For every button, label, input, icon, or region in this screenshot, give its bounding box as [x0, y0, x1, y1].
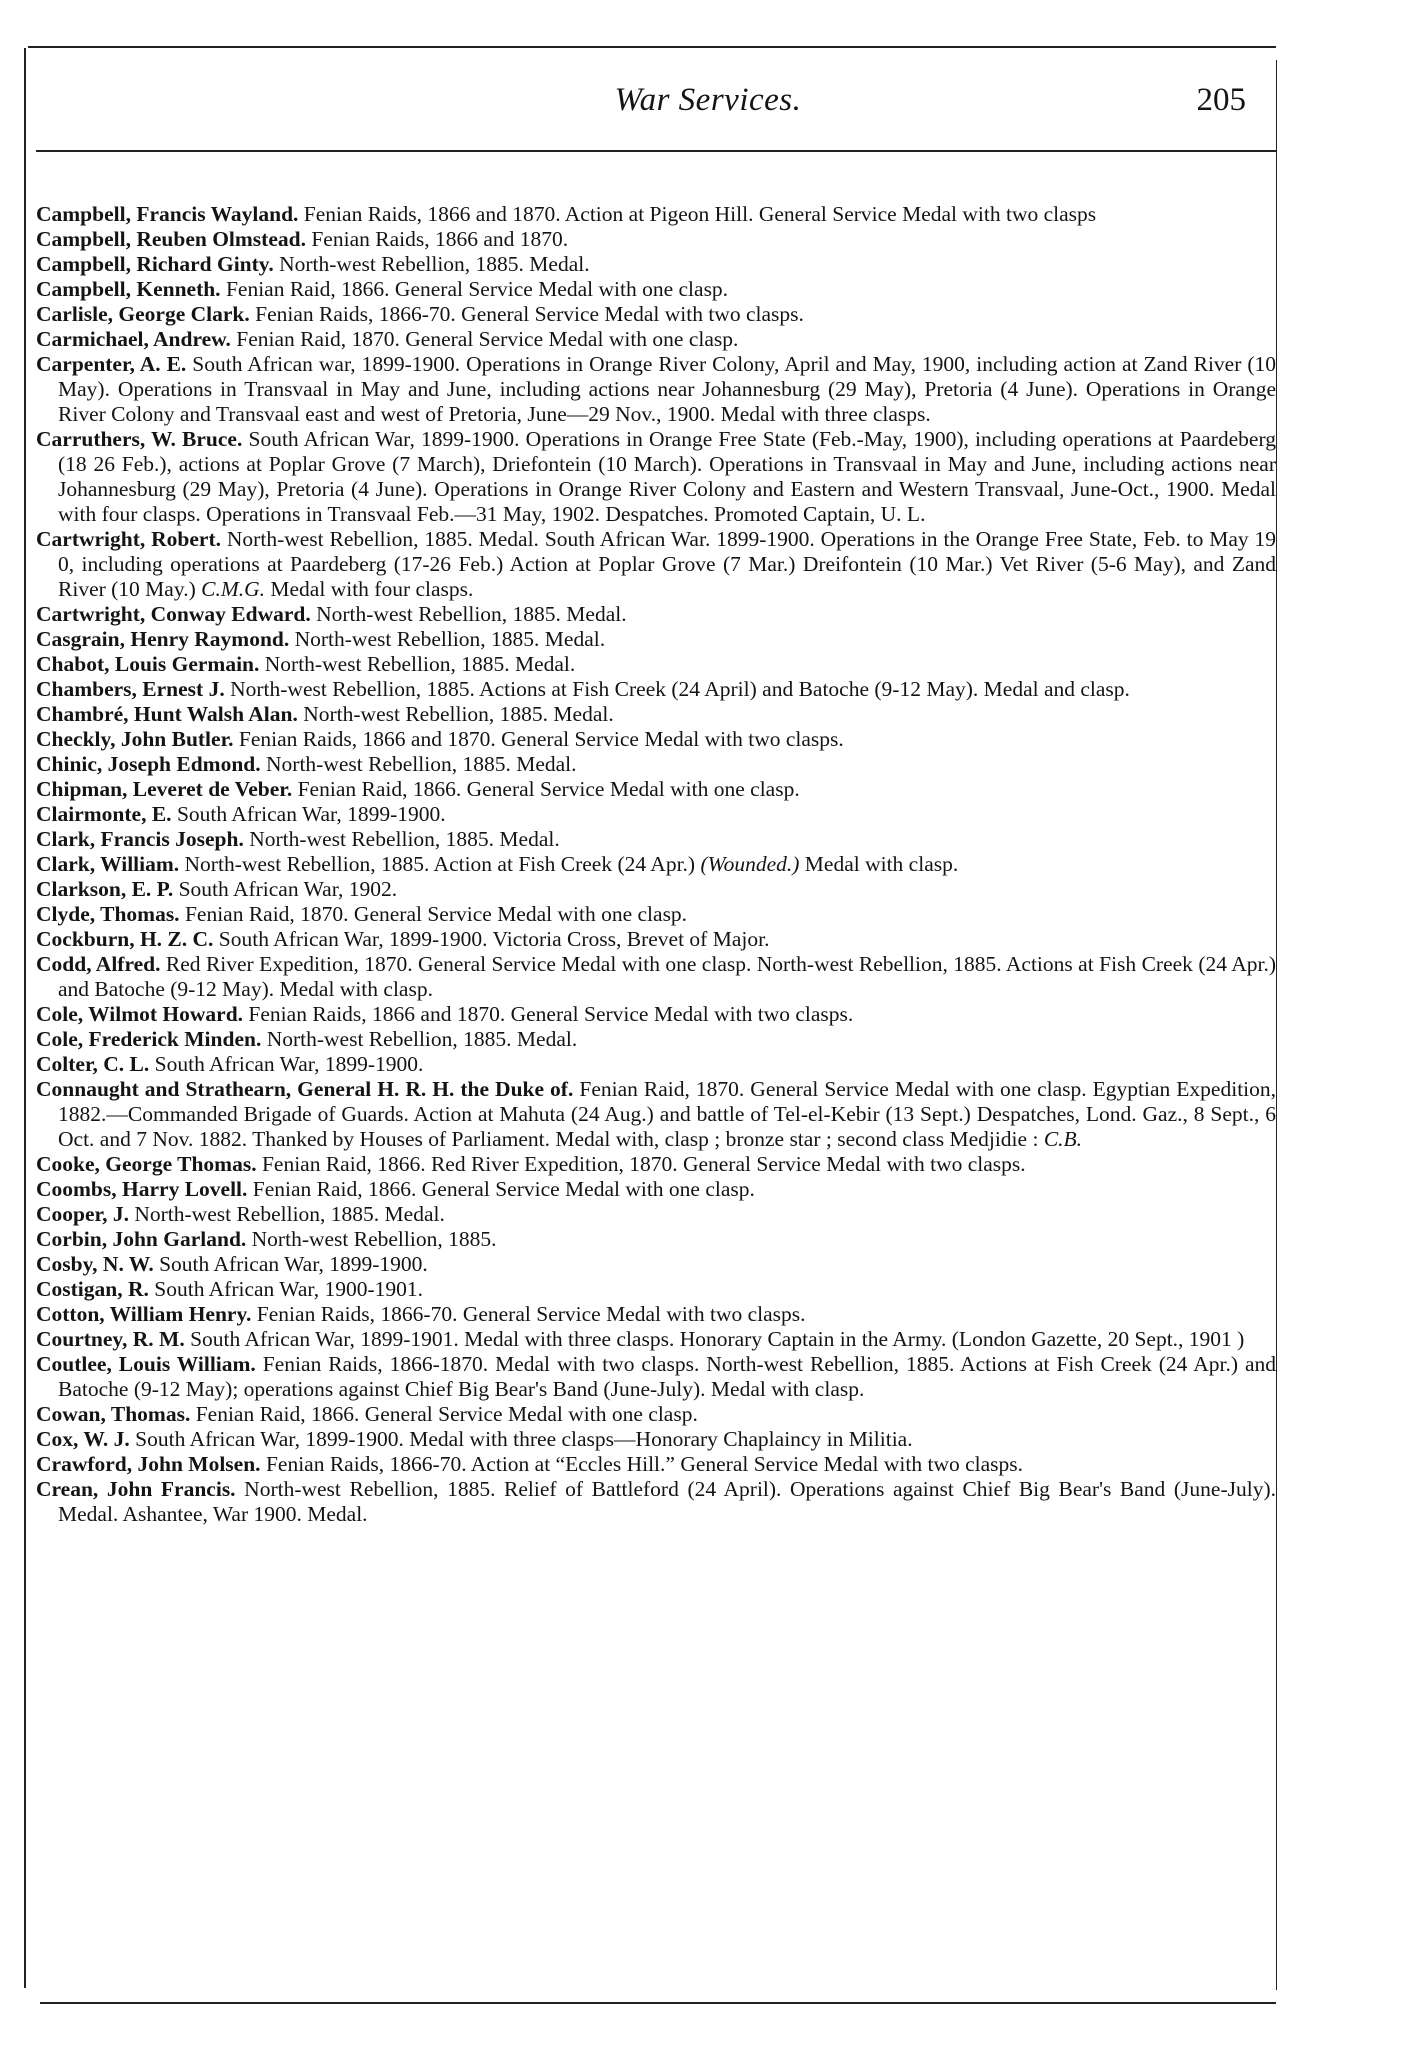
list-item	[36, 277, 1276, 302]
entry-name: Clarkson, E. P.	[36, 877, 174, 901]
entry-text: North-west Rebellion, 1885. Medal. South African War. 1899-1900. Operations in the Orange Free State, Feb. to May 19 0, including operations at Paardeberg (17-26 Feb.) Action at Poplar Grove (7 Mar.) Dreifontein (10 Mar.) Vet River (5-6 May), and Zand River (10 May.)	[58, 527, 1277, 601]
entry-text: North-west Rebellion, 1885. Medal.	[249, 827, 560, 851]
list-item	[36, 1202, 1276, 1227]
entry-text: North-west Rebellion, 1885. Action at Fish Creek (24 Apr.)	[184, 852, 696, 876]
running-title: War Services.	[614, 82, 802, 118]
entry-name: Clyde, Thomas.	[36, 902, 180, 926]
entry-text: North-west Rebellion, 1885. Medal.	[316, 602, 627, 626]
entry-text: Fenian Raid, 1866. General Service Medal with one clasp.	[252, 1177, 755, 1201]
entry-name: Corbin, John Garland.	[36, 1227, 247, 1251]
entry-name: Cockburn, H. Z. C.	[36, 927, 214, 951]
list-item	[36, 1177, 1276, 1202]
entry-text: South African War, 1899-1900. Operations in Orange Free State (Feb.-May, 1900), including operations at Paardeberg (18 26 Feb.), actions at Poplar Grove (7 March), Driefontein (10 March). Operations in Transvaal in May and June, including actions near Johannesburg (29 May), Pretoria (4 June). Operations in Orange River Colony and Eastern and Western Transvaal, June-Oct., 1900. Medal with four clasps. Operations in Transvaal Feb.—31 May, 1902. Despatches. Promoted Captain, U. L.	[58, 427, 1276, 526]
entry-text: Fenian Raid, 1866. Red River Expedition, 1870. General Service Medal with two clasps.	[261, 1152, 1026, 1176]
entry-name: Checkly, John Butler.	[36, 727, 234, 751]
entry-name: Chinic, Joseph Edmond.	[36, 752, 261, 776]
list-item	[36, 1477, 1276, 1527]
entry-name: Codd, Alfred.	[36, 952, 161, 976]
list-item	[36, 1277, 1276, 1302]
entry-name: Casgrain, Henry Raymond.	[36, 627, 290, 651]
entry-name: Colter, C. L.	[36, 1052, 150, 1076]
entry-text: South African war, 1899-1900. Operations in Orange River Colony, April and May, 1900, including action at Zand River (10 May). Operations in Transvaal in May and June, including actions near Johannesburg (29 May), Pretoria (4 June). Operations in Orange River Colony and Transvaal east and west of Pretoria, June—29 Nov., 1900. Medal with three clasps.	[58, 352, 1277, 426]
list-item	[36, 802, 1276, 827]
list-item	[36, 1327, 1276, 1352]
entry-name: Crean, John Francis.	[36, 1477, 236, 1501]
list-item	[36, 1302, 1276, 1327]
entry-name: Clairmonte, E.	[36, 802, 172, 826]
list-item	[36, 302, 1276, 327]
entry-name: Cosby, N. W.	[36, 1252, 154, 1276]
list-item	[36, 1352, 1276, 1402]
entry-text: Fenian Raids, 1866-70. General Service Medal with two clasps.	[255, 302, 804, 326]
entry-text: Fenian Raid, 1870. General Service Medal with one clasp. Egyptian Expedition, 1882.—Commanded Brigade of Guards. Action at Mahuta (24 Aug.) and battle of Tel-el-Kebir (13 Sept.) Despatches, Lond. Gaz., 8 Sept., 6 Oct. and 7 Nov. 1882. Thanked by Houses of Parliament. Medal with, clasp ; bronze star ; second class Medjidie :	[58, 1077, 1277, 1151]
entry-name: Clark, William.	[36, 852, 180, 876]
entry-name: Chabot, Louis Germain.	[36, 652, 260, 676]
list-item	[36, 827, 1276, 852]
list-item	[36, 702, 1276, 727]
entry-text: Fenian Raid, 1866. General Service Medal with one clasp.	[297, 777, 800, 801]
entry-text: North-west Rebellion, 1885. Medal.	[134, 1202, 445, 1226]
entry-text-after: Medal with clasp.	[804, 852, 959, 876]
entry-name: Carmichael, Andrew.	[36, 327, 231, 351]
list-item	[36, 602, 1276, 627]
entries-list	[36, 202, 1276, 1527]
entry-name: Cooke, George Thomas.	[36, 1152, 257, 1176]
list-item	[36, 252, 1276, 277]
entry-italic: (Wounded.)	[700, 852, 800, 876]
entry-name: Crawford, John Molsen.	[36, 1452, 261, 1476]
entry-name: Cotton, William Henry.	[36, 1302, 252, 1326]
entry-name: Courtney, R. M.	[36, 1327, 185, 1351]
list-item	[36, 677, 1276, 702]
entry-name: Chambré, Hunt Walsh Alan.	[36, 702, 298, 726]
entry-text: South African War, 1902.	[178, 877, 398, 901]
entry-text: Fenian Raids, 1866 and 1870.	[311, 227, 569, 251]
page-header	[0, 82, 1416, 128]
list-item	[36, 902, 1276, 927]
list-item	[36, 1452, 1276, 1477]
list-item	[36, 627, 1276, 652]
list-item	[36, 1052, 1276, 1077]
entry-text: Fenian Raids, 1866 and 1870. Action at Pigeon Hill. General Service Medal with two clasps	[303, 202, 1097, 226]
entry-text: North-west Rebellion, 1885. Medal.	[264, 652, 576, 676]
entry-text: South African War, 1899-1900.	[154, 1052, 424, 1076]
bottom-rule	[40, 2002, 1276, 2004]
entry-name: Chambers, Ernest J.	[36, 677, 225, 701]
list-item	[36, 877, 1276, 902]
entry-text: Fenian Raid, 1866. General Service Medal with one clasp.	[195, 1402, 698, 1426]
entry-text: Fenian Raids, 1866-70. Action at “Eccles Hill.” General Service Medal with two clasps.	[265, 1452, 1024, 1476]
entry-text: Fenian Raids, 1866-1870. Medal with two clasps. North-west Rebellion, 1885. Actions at Fish Creek (24 Apr.) and Batoche (9-12 May); operations against Chief Big Bear's Band (June-July). Medal with clasp.	[58, 1352, 1276, 1401]
left-margin-rule	[24, 48, 26, 1988]
entry-name: Campbell, Kenneth.	[36, 277, 221, 301]
entry-name: Campbell, Francis Wayland.	[36, 202, 299, 226]
entry-name: Carruthers, W. Bruce.	[36, 427, 243, 451]
entry-name: Cowan, Thomas.	[36, 1402, 191, 1426]
entry-text: North-west Rebellion, 1885. Medal.	[303, 702, 614, 726]
list-item	[36, 1152, 1276, 1177]
entry-italic: C.M.G.	[201, 577, 266, 601]
list-item	[36, 327, 1276, 352]
entry-text: Fenian Raids, 1866-70. General Service Medal with two clasps.	[256, 1302, 806, 1326]
list-item	[36, 1002, 1276, 1027]
entry-name: Cole, Frederick Minden.	[36, 1027, 262, 1051]
entry-text: South African War, 1899-1900.	[159, 1252, 428, 1276]
page-number: 205	[1196, 82, 1246, 118]
entry-name: Carpenter, A. E.	[36, 352, 187, 376]
list-item	[36, 1427, 1276, 1452]
list-item	[36, 527, 1276, 602]
entry-text: North-west Rebellion, 1885. Medal.	[294, 627, 606, 651]
entry-name: Coutlee, Louis William.	[36, 1352, 256, 1376]
list-item	[36, 952, 1276, 1002]
list-item	[36, 777, 1276, 802]
list-item	[36, 927, 1276, 952]
list-item	[36, 1027, 1276, 1052]
list-item	[36, 202, 1276, 227]
entry-name: Carlisle, George Clark.	[36, 302, 250, 326]
entry-name: Connaught and Strathearn, General H. R. H. the Duke of.	[36, 1077, 574, 1101]
entry-text: North-west Rebellion, 1885. Relief of Battleford (24 April). Operations against Chief Big Bear's Band (June-July). Medal. Ashantee, War 1900. Medal.	[58, 1477, 1276, 1526]
entry-italic: C.B.	[1043, 1127, 1083, 1151]
entry-name: Campbell, Reuben Olmstead.	[36, 227, 306, 251]
list-item	[36, 852, 1276, 877]
entry-text: South African War, 1899-1900. Victoria Cross, Brevet of Major.	[218, 927, 770, 951]
entry-name: Cole, Wilmot Howard.	[36, 1002, 244, 1026]
entry-text: Red River Expedition, 1870. General Service Medal with one clasp. North-west Rebellion, 1885. Actions at Fish Creek (24 Apr.) and Batoche (9-12 May). Medal with clasp.	[58, 952, 1276, 1001]
entry-text: Fenian Raid, 1870. General Service Medal with one clasp.	[236, 327, 739, 351]
entry-text-after: Medal with four clasps.	[270, 577, 474, 601]
entry-text: South African War, 1900-1901.	[154, 1277, 423, 1301]
entry-name: Cartwright, Robert.	[36, 527, 222, 551]
entry-text: North-west Rebellion, 1885.	[251, 1227, 497, 1251]
entry-name: Cartwright, Conway Edward.	[36, 602, 311, 626]
list-item	[36, 752, 1276, 777]
entry-text: North-west Rebellion, 1885. Medal.	[266, 1027, 578, 1051]
entry-text: Fenian Raid, 1866. General Service Medal with one clasp.	[225, 277, 729, 301]
entry-name: Cox, W. J.	[36, 1427, 130, 1451]
entry-text: South African War, 1899-1901. Medal with three clasps. Honorary Captain in the Army. (London Gazette, 20 Sept., 1901 )	[190, 1327, 1245, 1351]
entry-name: Campbell, Richard Ginty.	[36, 252, 274, 276]
list-item	[36, 1252, 1276, 1277]
entry-text: South African War, 1899-1900. Medal with three clasps—Honorary Chaplaincy in Militia.	[135, 1427, 913, 1451]
list-item	[36, 1227, 1276, 1252]
right-margin-rule	[1276, 60, 1277, 1990]
list-item	[36, 427, 1276, 527]
entry-name: Chipman, Leveret de Veber.	[36, 777, 293, 801]
entry-text: North-west Rebellion, 1885. Medal.	[279, 252, 590, 276]
entry-text: Fenian Raids, 1866 and 1870. General Service Medal with two clasps.	[248, 1002, 854, 1026]
list-item	[36, 1402, 1276, 1427]
entry-name: Coombs, Harry Lovell.	[36, 1177, 248, 1201]
entry-name: Clark, Francis Joseph.	[36, 827, 244, 851]
list-item	[36, 652, 1276, 677]
entry-text: Fenian Raid, 1870. General Service Medal with one clasp.	[184, 902, 688, 926]
entry-text: South African War, 1899-1900.	[176, 802, 446, 826]
list-item	[36, 352, 1276, 427]
entry-name: Cooper, J.	[36, 1202, 129, 1226]
entry-text: Fenian Raids, 1866 and 1870. General Service Medal with two clasps.	[238, 727, 844, 751]
entry-name: Costigan, R.	[36, 1277, 149, 1301]
top-outer-rule	[28, 46, 1276, 48]
header-rule	[36, 150, 1276, 152]
entry-text: North-west Rebellion, 1885. Medal.	[266, 752, 577, 776]
list-item	[36, 1077, 1276, 1152]
list-item	[36, 227, 1276, 252]
list-item	[36, 727, 1276, 752]
entry-text: North-west Rebellion, 1885. Actions at Fish Creek (24 April) and Batoche (9-12 May). Medal and clasp.	[230, 677, 1130, 701]
